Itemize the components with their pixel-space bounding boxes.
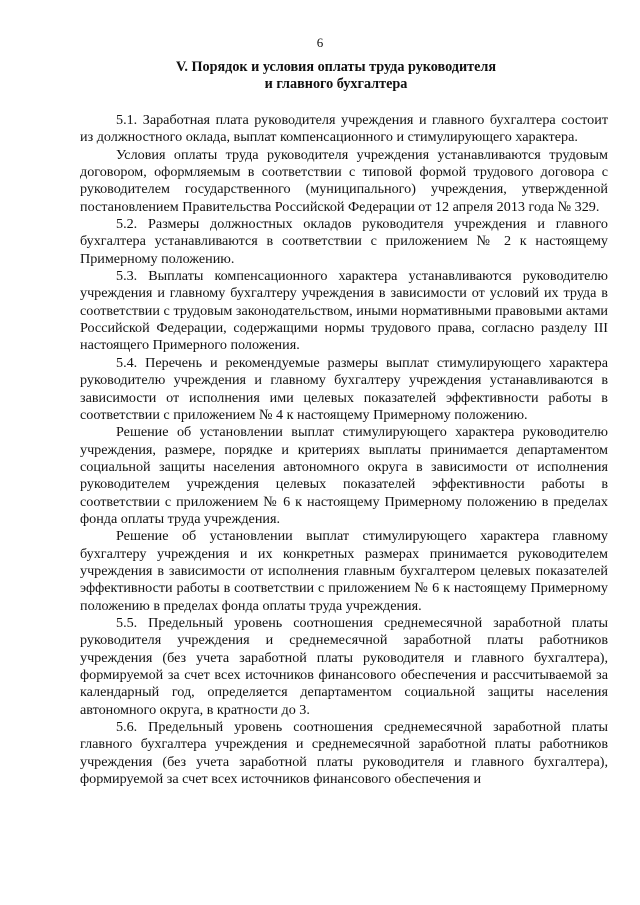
paragraph-5-2: 5.2. Размеры должностных окладов руководителя учреждения и главного бухгалтера устанавливаются в соответствии с приложением № 2 к настоящему Примерному положению. [80,216,608,267]
section-heading-line-2: и главного бухгалтера [264,76,408,92]
paragraph-decision-director: Решение об установлении выплат стимулирующего характера руководителю учреждения, размере, порядке и критериях выплаты принимается департаментом социальной защиты населения автономного округа в зависимости от исполнения руководителем учреждения целевых показателей эффективности работы в соответствии с приложением № 6 к настоящему Примерному положению в пределах фонда оплаты труда учреждения. [80,424,608,527]
document-body [80,112,608,788]
section-heading-line-1: V. Порядок и условия оплаты труда руководителя [175,59,497,75]
page-number: 6 [316,35,324,50]
paragraph-5-1: 5.1. Заработная плата руководителя учреждения и главного бухгалтера состоит из должностного оклада, выплат компенсационного и стимулирующего характера. [80,112,608,146]
section-heading [64,59,608,93]
paragraph-conditions: Условия оплаты труда руководителя учреждения устанавливаются трудовым договором, оформляемым в соответствии с типовой формой трудового договора с руководителем государственного (муниципального) учреждения, утвержденной постановлением Правительства Российской Федерации от 12 апреля 2013 года № 329. [80,146,608,215]
paragraph-5-4: 5.4. Перечень и рекомендуемые размеры выплат стимулирующего характера руководителю учреждения и главному бухгалтеру учреждения устанавливаются в зависимости от исполнения ими целевых показателей эффективности работы в соответствии с приложением № 4 к настоящему Примерному положению. [80,354,608,423]
paragraph-5-5: 5.5. Предельный уровень соотношения среднемесячной заработной платы руководителя учреждения и среднемесячной заработной платы работников учреждения (без учета заработной платы руководителя и главного бухгалтера), формируемой за счет всех источников финансового обеспечения и рассчитываемой за календарный год, определяется департаментом социальной защиты населения автономного округа, в кратности до 3. [80,614,608,718]
paragraph-5-3: 5.3. Выплаты компенсационного характера устанавливаются руководителю учреждения и главному бухгалтеру учреждения в зависимости от условий их труда в соответствии с трудовым законодательством, иными нормативными правовыми актами Российской Федерации, содержащими нормы трудового права, согласно разделу III настоящего Примерного положения. [80,268,608,354]
paragraph-5-6: 5.6. Предельный уровень соотношения среднемесячной заработной платы главного бухгалтера учреждения и среднемесячной заработной платы работников учреждения (без учета заработной платы руководителя и главного бухгалтера), формируемой за счет всех источников финансового обеспечения и [80,719,608,788]
paragraph-decision-accountant: Решение об установлении выплат стимулирующего характера главному бухгалтеру учреждения и их конкретных размерах принимается руководителем учреждения в зависимости от исполнения главным бухгалтером целевых показателей эффективности работы в соответствии с приложением № 6 к настоящему Примерному положению в пределах фонда оплаты труда учреждения. [80,528,608,614]
